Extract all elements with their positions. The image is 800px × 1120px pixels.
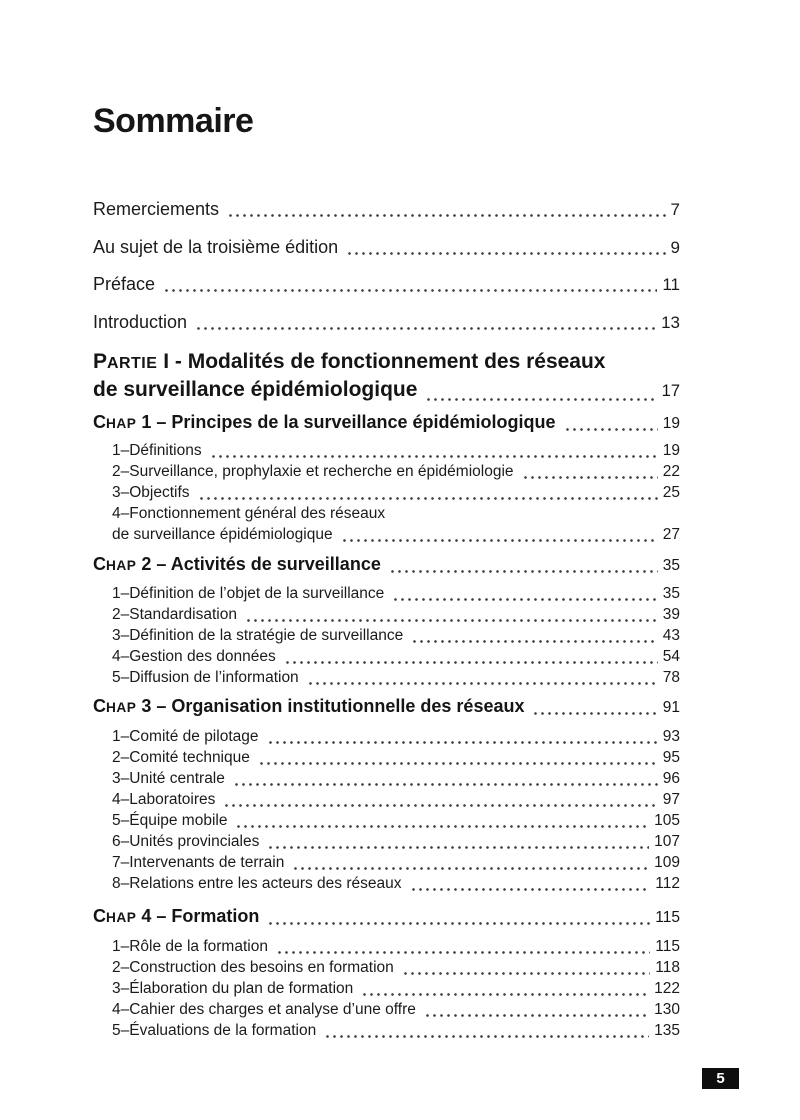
toc-entry-label: 2–Construction des besoins en formation <box>112 959 394 976</box>
chap-prefix-initial: C <box>93 554 106 574</box>
toc-entry-line2 <box>112 524 680 545</box>
dot-leader <box>424 1014 649 1017</box>
toc-entry-label: 4–Cahier des charges et analyse d’une offre <box>112 1001 416 1018</box>
toc-entry-page: 43 <box>662 627 680 644</box>
toc-entry-label: Remerciements <box>93 199 220 219</box>
toc-entry-label: 3–Objectifs <box>112 484 190 501</box>
toc-entry-page: 25 <box>662 484 680 501</box>
dot-leader <box>564 428 658 431</box>
toc-entry-label: 2–Surveillance, prophylaxie et recherche en épidémiologie <box>112 463 514 480</box>
toc-entry-page: 93 <box>662 728 680 745</box>
toc-entry-page: 118 <box>655 959 680 976</box>
toc-entry <box>112 625 680 646</box>
toc-entry <box>112 978 680 999</box>
toc-entry <box>112 726 680 747</box>
toc-chapter-page: 91 <box>662 699 680 716</box>
toc-entry-label: Préface <box>93 274 156 294</box>
toc-entry-label: 4–Gestion des données <box>112 648 276 665</box>
dot-leader <box>324 1035 649 1038</box>
chap-title-text: 2 – Activités de surveillance <box>136 554 381 574</box>
toc-chapter-label <box>93 554 381 576</box>
dot-leader <box>425 398 656 401</box>
toc-chapter-page: 35 <box>662 557 680 574</box>
chap-prefix-smallcaps: HAP <box>106 700 137 715</box>
dot-leader <box>341 539 658 542</box>
chap-title-text: 4 – Formation <box>136 906 260 926</box>
toc-entry-label: 8–Relations entre les acteurs des réseaux <box>112 875 402 892</box>
toc-chapter-label <box>93 906 259 928</box>
toc-entry-page: 22 <box>662 463 680 480</box>
toc-entry <box>112 646 680 667</box>
toc-entry-label: 5–Évaluations de la formation <box>112 1022 317 1039</box>
dot-leader <box>227 214 665 217</box>
part-prefix-smallcaps: ARTIE <box>107 355 158 372</box>
toc-entry-label: 2–Standardisation <box>112 606 237 623</box>
toc-part-label-line2: de surveillance épidémiologique <box>93 378 418 401</box>
toc-chapter-heading <box>93 906 680 928</box>
toc-chapter-heading <box>93 412 680 434</box>
toc-entry <box>112 440 680 461</box>
toc-entry-page: 97 <box>662 791 680 808</box>
chap-title-text: 3 – Organisation institutionnelle des réseaux <box>136 696 525 716</box>
dot-leader <box>267 922 650 925</box>
dot-leader <box>284 661 658 664</box>
dot-leader <box>292 867 649 870</box>
toc-entry-page: 13 <box>661 312 680 332</box>
chap-prefix-initial: C <box>93 696 106 716</box>
dot-leader <box>223 804 657 807</box>
toc-entry <box>112 936 680 957</box>
dot-leader <box>402 972 651 975</box>
part-title-text: I - Modalités de fonctionnement des réseaux <box>157 350 606 373</box>
toc-entry-label: 4–Fonctionnement général des réseaux <box>112 505 386 522</box>
dot-leader <box>307 682 658 685</box>
chap-title-text: 1 – Principes de la surveillance épidémiologique <box>136 412 556 432</box>
toc-entry <box>112 583 680 604</box>
toc-entry <box>112 999 680 1020</box>
dot-leader <box>389 570 658 573</box>
dot-leader <box>410 888 651 891</box>
toc-entry <box>112 667 680 688</box>
page-number-badge: 5 <box>702 1068 739 1089</box>
toc-entry <box>112 482 680 503</box>
page-title: Sommaire <box>93 102 254 140</box>
dot-leader <box>392 598 657 601</box>
toc-entry-label: 5–Équipe mobile <box>112 812 228 829</box>
toc-entry <box>112 957 680 978</box>
toc-entry-page: 107 <box>654 833 680 850</box>
toc-entry-label: 3–Unité centrale <box>112 770 225 787</box>
toc-chapter-page: 19 <box>662 415 680 432</box>
toc-entry <box>112 604 680 625</box>
toc-entry-page: 112 <box>655 875 680 892</box>
toc-entry-label: 3–Définition de la stratégie de surveillance <box>112 627 404 644</box>
toc-entry <box>112 831 680 852</box>
dot-leader <box>245 619 658 622</box>
dot-leader <box>411 640 658 643</box>
toc-entry-page: 122 <box>654 980 680 997</box>
toc-entry-page: 78 <box>662 669 680 686</box>
toc-entry-page: 54 <box>662 648 680 665</box>
toc-entry-page: 130 <box>654 1001 680 1018</box>
toc-part-line2 <box>93 377 680 404</box>
chap-prefix-smallcaps: HAP <box>106 416 137 431</box>
chap-prefix-initial: C <box>93 906 106 926</box>
toc-entry <box>93 237 680 257</box>
toc-entry-label: Introduction <box>93 311 188 332</box>
toc-entry <box>112 810 680 831</box>
toc-entry-label: Au sujet de la troisième édition <box>93 236 339 257</box>
toc-part-line1 <box>93 349 680 377</box>
dot-leader <box>361 993 649 996</box>
chap-prefix-smallcaps: HAP <box>106 558 137 573</box>
dot-leader <box>346 252 665 255</box>
toc-entry-page: 39 <box>662 606 680 623</box>
dot-leader <box>198 497 658 500</box>
dot-leader <box>210 455 658 458</box>
dot-leader <box>267 741 658 744</box>
toc-chapter-heading <box>93 554 680 576</box>
toc-page <box>93 0 680 1041</box>
toc-part-page: 17 <box>661 382 680 400</box>
toc-part-heading <box>93 349 680 404</box>
toc-entry-page: 115 <box>655 938 680 955</box>
toc-entry-label: de surveillance épidémiologique <box>112 526 333 543</box>
toc-entry <box>112 747 680 768</box>
chapter-items <box>93 936 680 1041</box>
chap-prefix-initial: C <box>93 412 106 432</box>
toc-entry-label: 1–Rôle de la formation <box>112 938 268 955</box>
chapter-items <box>93 583 680 688</box>
front-matter-section <box>93 199 680 332</box>
toc-entry <box>112 789 680 810</box>
toc-entry-page: 109 <box>654 854 680 871</box>
dot-leader <box>258 762 658 765</box>
toc-entry <box>112 873 680 894</box>
dot-leader <box>163 289 657 292</box>
toc-entry-label: 1–Comité de pilotage <box>112 728 259 745</box>
toc-entry <box>93 199 680 219</box>
dot-leader <box>532 712 657 715</box>
toc-entry <box>112 1020 680 1041</box>
toc-entry-page: 105 <box>654 812 680 829</box>
toc-entry-label: 6–Unités provinciales <box>112 833 260 850</box>
toc-entry <box>112 852 680 873</box>
toc-entry <box>93 312 680 332</box>
toc-entry-label: 2–Comité technique <box>112 749 250 766</box>
chap-prefix-smallcaps: HAP <box>106 910 137 925</box>
toc-chapter-label <box>93 412 556 434</box>
dot-leader <box>195 327 656 330</box>
toc-part-label <box>93 349 606 377</box>
chapter-items <box>93 440 680 545</box>
toc-entry <box>112 768 680 789</box>
toc-entry-label: 1–Définitions <box>112 442 202 459</box>
dot-leader <box>522 476 658 479</box>
toc-entry-page: 95 <box>662 749 680 766</box>
dot-leader <box>233 783 658 786</box>
toc-entry-page: 11 <box>662 275 680 294</box>
toc-entry <box>93 274 680 294</box>
part-prefix-initial: P <box>93 350 108 373</box>
toc-entry-page: 19 <box>662 442 680 459</box>
toc-entry-label: 5–Diffusion de l’information <box>112 669 299 686</box>
toc-entry-label: 3–Élaboration du plan de formation <box>112 980 354 997</box>
toc-entry-label: 1–Définition de l’objet de la surveillance <box>112 585 385 602</box>
toc-entry-label: 7–Intervenants de terrain <box>112 854 285 871</box>
toc-chapter-heading <box>93 696 680 718</box>
dot-leader <box>235 825 649 828</box>
toc-entry-page: 27 <box>662 526 680 543</box>
dot-leader <box>267 846 649 849</box>
toc-entry-page: 96 <box>662 770 680 787</box>
chapter-items <box>93 726 680 894</box>
toc-entry-label: 4–Laboratoires <box>112 791 216 808</box>
toc-entry-page: 9 <box>670 237 680 257</box>
toc-entry-page: 7 <box>670 200 680 219</box>
toc-entry-line1 <box>112 503 680 524</box>
toc-chapter-label <box>93 696 524 718</box>
toc-entry <box>112 461 680 482</box>
toc-entry-page: 135 <box>654 1022 680 1039</box>
toc-chapter-page: 115 <box>655 909 680 926</box>
toc-entry-page: 35 <box>662 585 680 602</box>
dot-leader <box>276 951 650 954</box>
